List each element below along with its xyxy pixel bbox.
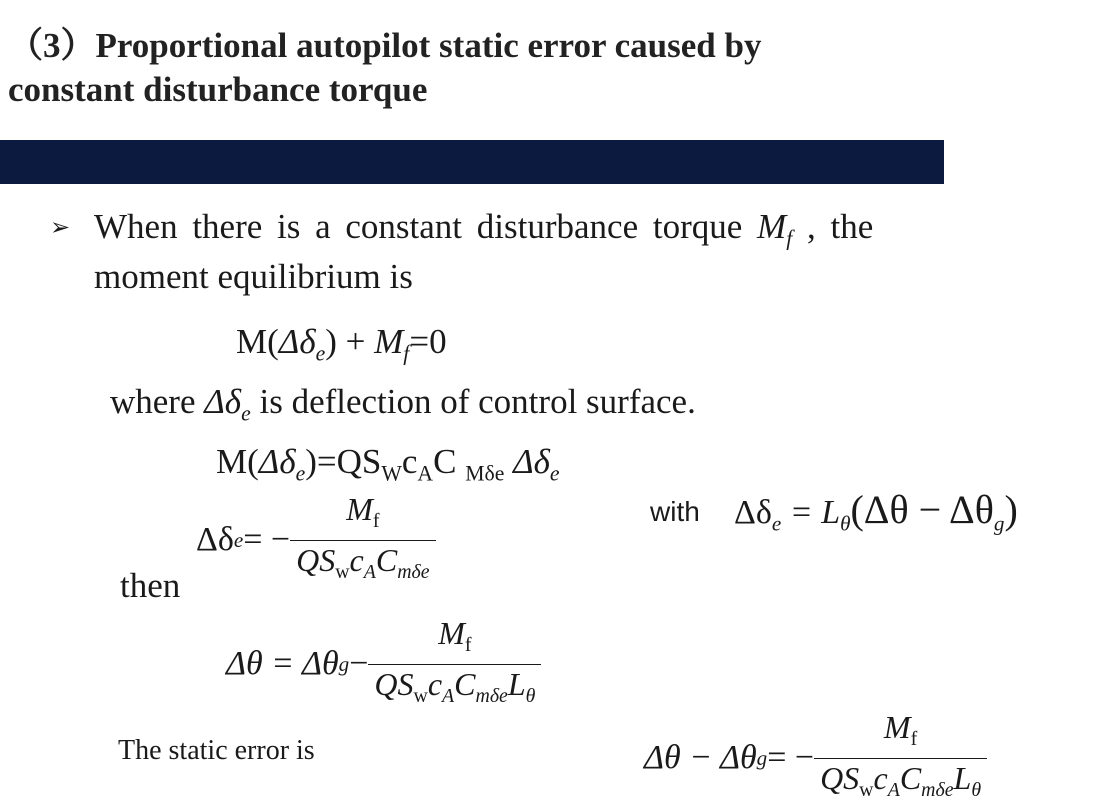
eq5-den-L: L — [953, 759, 972, 796]
equation-deflection — [196, 490, 436, 591]
eq3-num-sub: f — [372, 509, 380, 532]
eq2-part: )=QS — [305, 442, 382, 481]
where-definition — [110, 380, 696, 436]
then-label: then — [120, 566, 181, 605]
eq5-den-a: A — [887, 778, 900, 801]
eq5-den-sub: mδe — [921, 778, 954, 801]
disturbance-torque-symbol: M — [757, 207, 787, 246]
where-sub: e — [241, 401, 251, 426]
eq2-sub-w: W — [381, 461, 402, 486]
where-text: where — [110, 382, 205, 421]
eq3-den-a: A — [363, 560, 376, 583]
eq3-den-c: c — [349, 541, 364, 578]
eq5-fraction — [814, 708, 987, 809]
eq4-den-w: w — [413, 684, 428, 707]
eq1-sub: e — [315, 341, 326, 366]
eq5-op: = − — [767, 739, 815, 777]
disturbance-torque-subscript: f — [786, 226, 793, 251]
cl-L-sub: θ — [840, 511, 851, 536]
equation-static-error — [644, 708, 987, 809]
eq5-lhs: Δθ − Δθ — [644, 739, 757, 777]
eq3-den: QS — [296, 541, 336, 578]
eq2-delta: Δδ — [258, 442, 296, 481]
eq3-lhs-sub: e — [233, 527, 244, 552]
eq3-lhs: Δδ — [196, 521, 234, 559]
equation-attitude — [226, 614, 541, 715]
equation-control-law — [734, 486, 1018, 536]
cl-lhs-sub: e — [771, 511, 782, 536]
paragraph-line1 — [94, 205, 873, 261]
eq3-fraction — [290, 490, 435, 591]
eq1-zero: =0 — [409, 322, 447, 361]
eq4-den-Lsub: θ — [525, 684, 536, 707]
where-text-end: is deflection of control surface. — [250, 382, 696, 421]
eq5-num-sub: f — [910, 727, 918, 750]
equation-moment-expression — [216, 440, 560, 496]
eq2-C: C — [433, 442, 466, 481]
eq5-den-Lsub: θ — [971, 778, 982, 801]
eq2-sub-e: e — [549, 461, 560, 486]
eq4-den-a: A — [442, 684, 455, 707]
eq4-den: QS — [374, 665, 414, 702]
eq3-den-w: w — [335, 560, 350, 583]
eq1-mf: M — [374, 322, 404, 361]
paragraph-line1-end: , the — [792, 207, 874, 246]
cl-L: = L — [781, 494, 841, 531]
eq3-eq: = − — [243, 521, 291, 559]
eq4-num-sub: f — [464, 633, 472, 656]
eq4-den-L: L — [507, 665, 526, 702]
eq3-num: M — [346, 491, 373, 527]
eq3-den-cm: C — [375, 541, 398, 578]
eq1-part: M( — [236, 322, 279, 361]
title-divider-bar — [0, 140, 944, 184]
cl-lhs: Δδ — [734, 494, 772, 531]
eq5-den-c: c — [873, 759, 888, 796]
eq2-sub-a: A — [417, 461, 434, 486]
equation-moment-equilibrium — [236, 320, 447, 376]
eq2-c: c — [401, 442, 418, 481]
eq1-delta: Δδ — [278, 322, 316, 361]
cl-rhs-sub: g — [993, 511, 1005, 536]
cl-rhs: (Δθ − Δθ — [850, 487, 994, 532]
eq4-fraction — [368, 614, 541, 715]
eq4-lhs-sub: g — [338, 651, 350, 676]
paragraph-line2: moment equilibrium is — [94, 257, 413, 296]
eq2-sub-m: Mδe — [465, 461, 505, 486]
eq4-lhs: Δθ = Δθ — [226, 645, 339, 683]
paragraph-line1-text: When there is a constant disturbance torque — [94, 207, 758, 246]
eq4-op: − — [349, 645, 369, 683]
eq4-den-c: c — [427, 665, 443, 702]
bullet-arrow-icon: ➢ — [50, 215, 71, 241]
cl-close: ) — [1004, 487, 1018, 532]
eq4-den-cm: C — [454, 665, 476, 702]
with-label: with — [650, 496, 700, 527]
eq1-part: ) + — [325, 322, 375, 361]
eq4-den-sub: mδe — [475, 684, 508, 707]
eq1-mf-sub: f — [403, 341, 410, 366]
eq2-delta2: Δδ — [504, 442, 550, 481]
eq5-lhs-sub: g — [756, 745, 768, 770]
where-symbol: Δδ — [204, 382, 242, 421]
eq5-num: M — [883, 709, 911, 745]
eq2-part: M( — [216, 442, 259, 481]
eq5-den-w: w — [859, 778, 874, 801]
static-error-label: The static error is — [118, 735, 315, 766]
slide-title-line1: （3）Proportional autopilot static error caused by — [8, 26, 762, 65]
eq2-sub: e — [295, 461, 306, 486]
eq3-den-sub: mδe — [397, 560, 430, 583]
slide-title-line2: constant disturbance torque — [8, 70, 428, 109]
eq5-den: QS — [820, 759, 860, 796]
eq4-num: M — [438, 615, 465, 651]
eq5-den-cm: C — [899, 759, 922, 796]
